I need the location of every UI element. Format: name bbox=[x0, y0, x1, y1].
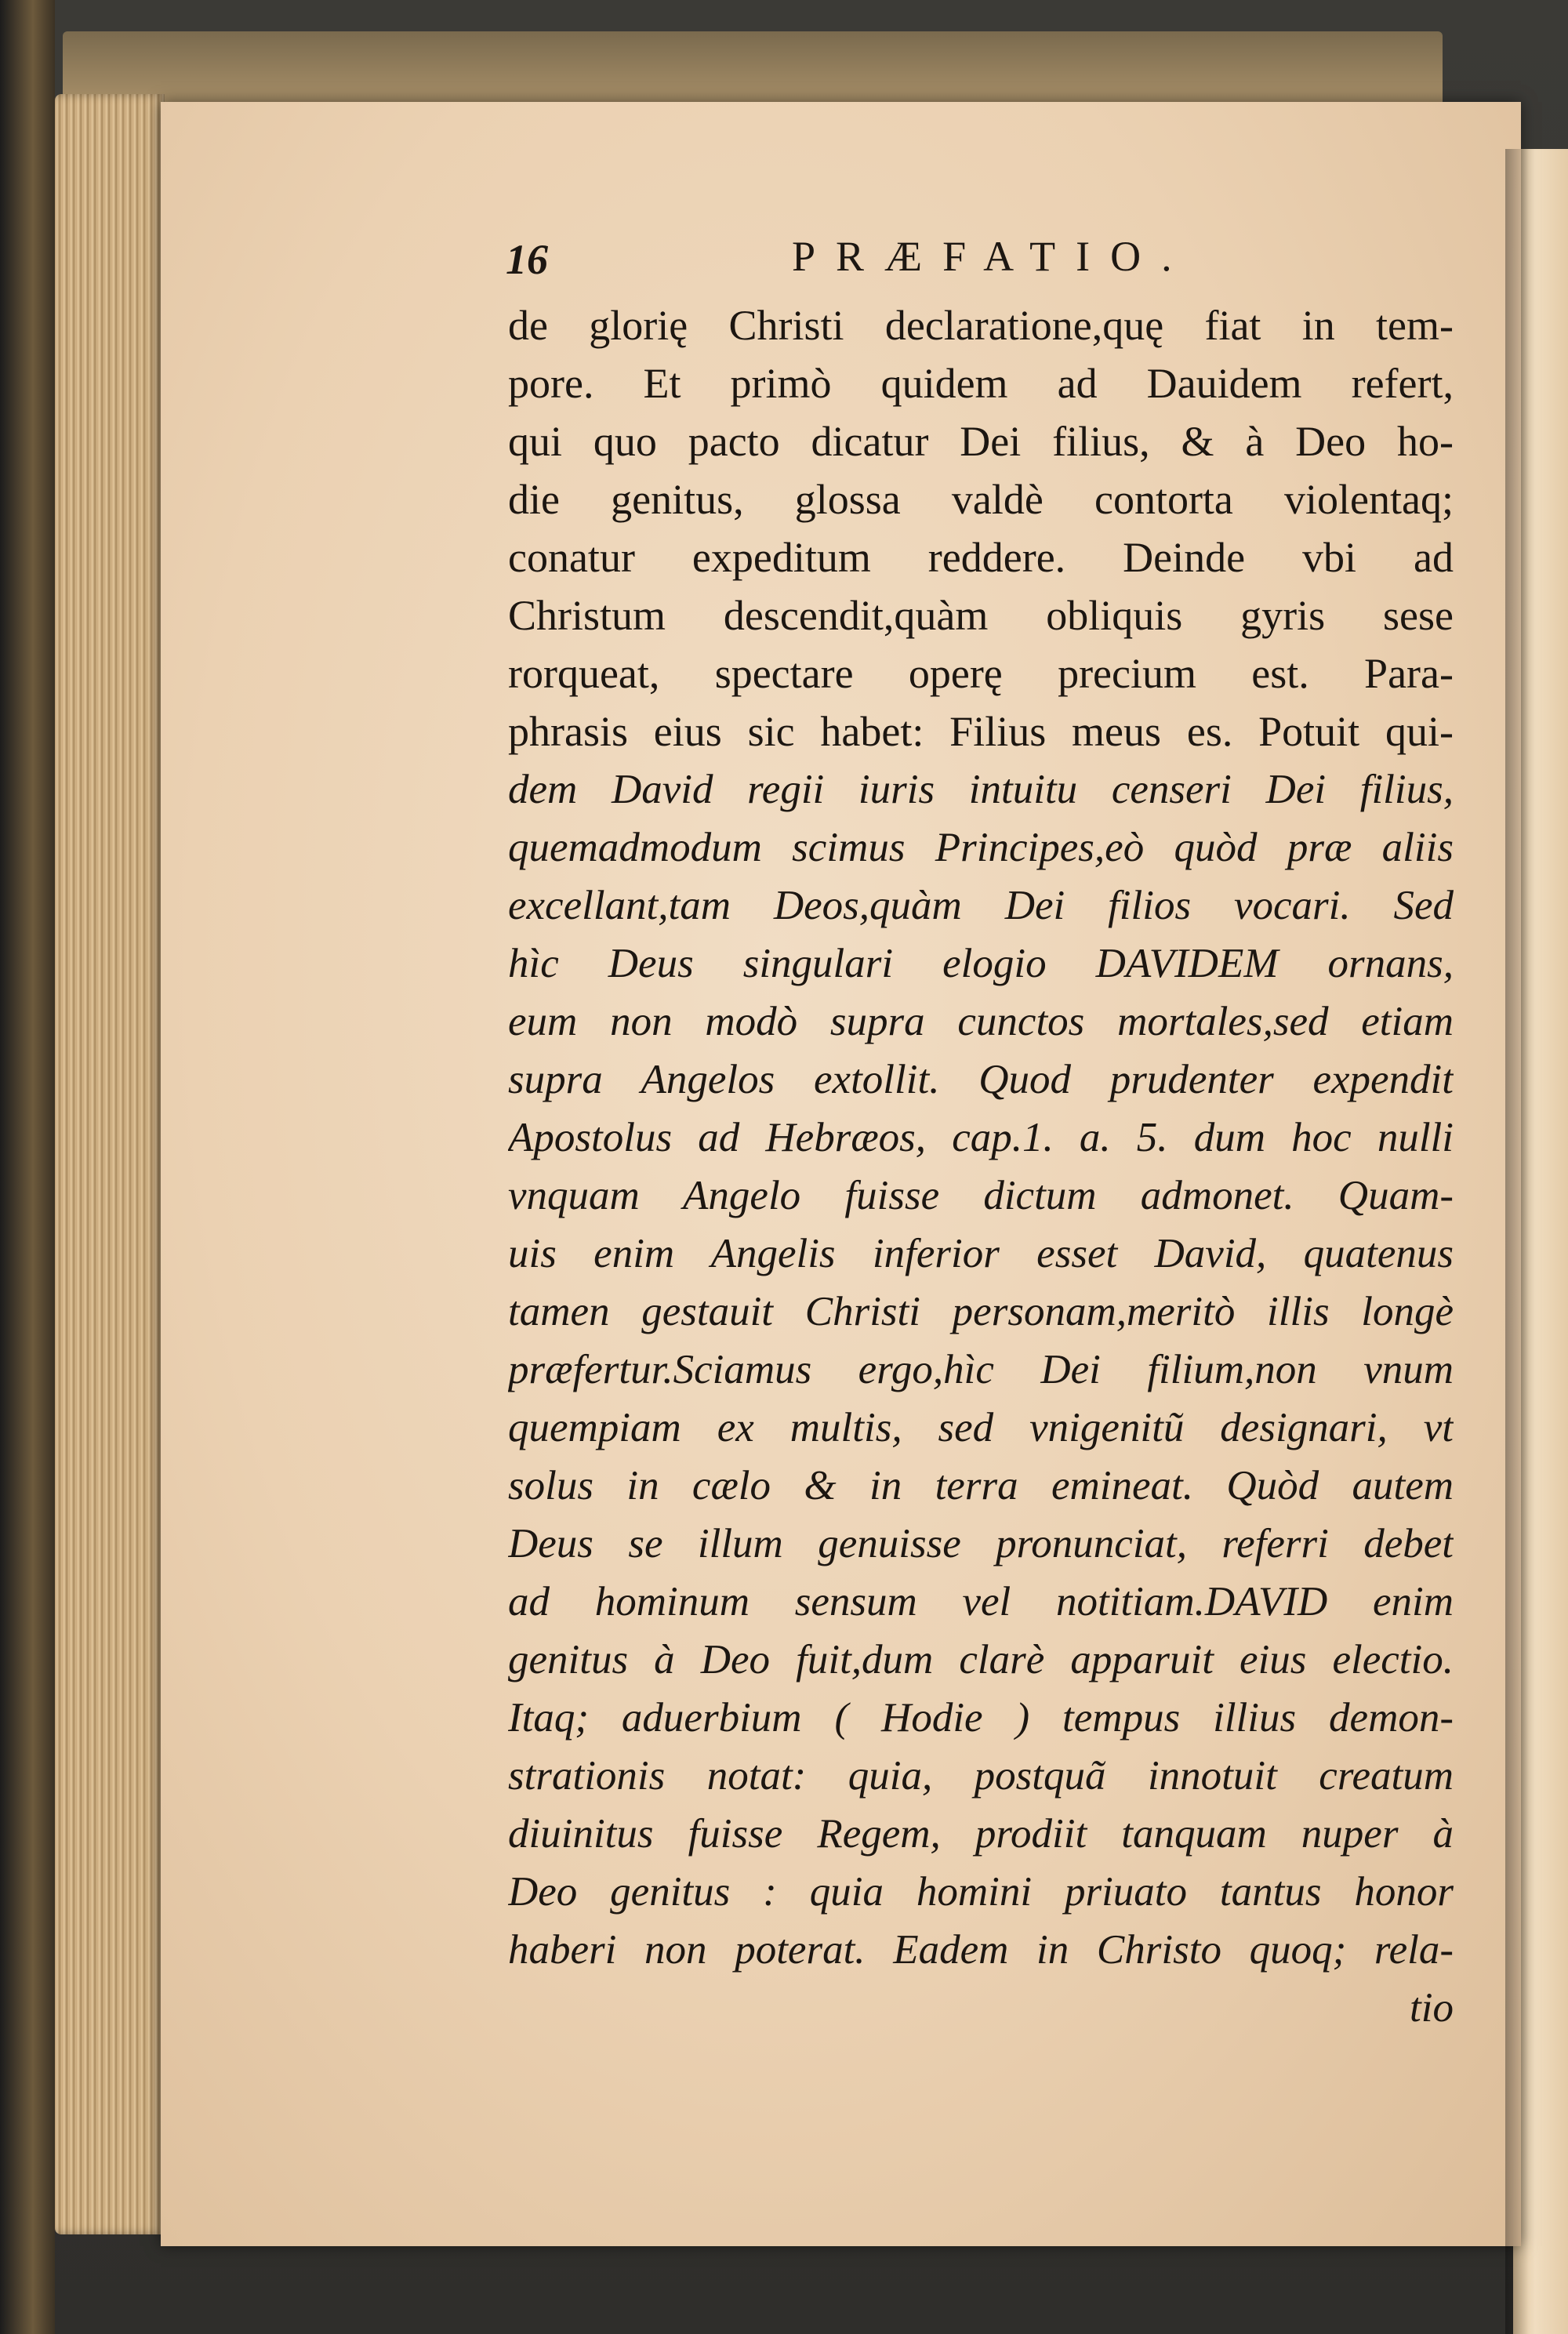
text-line: tamen gestauit Christi personam,meritò illis longè bbox=[508, 1289, 1454, 1334]
text-line: haberi non poterat. Eadem in Christo quoq; rela- bbox=[508, 1927, 1454, 1973]
book-cover-left bbox=[0, 0, 55, 2334]
text-line: Apostolus ad Hebræos, cap.1. a. 5. dum hoc nulli bbox=[508, 1115, 1454, 1160]
text-line: genitus à Deo fuit,dum clarè apparuit eius electio. bbox=[508, 1637, 1454, 1682]
text-line: supra Angelos extollit. Quod prudenter expendit bbox=[508, 1057, 1454, 1102]
text-line: phrasis eius sic habet: Filius meus es. Potuit qui- bbox=[508, 708, 1454, 755]
text-line: Itaq; aduerbium ( Hodie ) tempus illius demon- bbox=[508, 1695, 1454, 1741]
gutter-shadow bbox=[1505, 149, 1529, 2334]
text-line: strationis notat: quia, postquã innotuit creatum bbox=[508, 1753, 1454, 1799]
text-line: solus in cælo & in terra emineat. Quòd autem bbox=[508, 1463, 1454, 1508]
page-number: 16 bbox=[506, 236, 548, 283]
text-line: Christum descendit,quàm obliquis gyris sese bbox=[508, 592, 1454, 639]
text-line: præfertur.Sciamus ergo,hìc Dei filium,non vnum bbox=[508, 1347, 1454, 1392]
text-line: dem David regii iuris intuitu censeri Dei filius, bbox=[508, 767, 1454, 812]
text-line: ad hominum sensum vel notitiam.DAVID enim bbox=[508, 1579, 1454, 1624]
text-line: diuinitus fuisse Regem, prodiit tanquam nuper à bbox=[508, 1811, 1454, 1857]
text-line: de glorię Christi declaratione,quę fiat in tem- bbox=[508, 302, 1454, 349]
text-line: Deus se illum genuisse pronunciat, referri debet bbox=[508, 1521, 1454, 1566]
text-line: qui quo pacto dicatur Dei filius, & à Deo ho- bbox=[508, 418, 1454, 465]
text-line: excellant,tam Deos,quàm Dei filios vocari. Sed bbox=[508, 883, 1454, 928]
text-line: vnquam Angelo fuisse dictum admonet. Quam- bbox=[508, 1173, 1454, 1218]
text-line: eum non modò supra cunctos mortales,sed etiam bbox=[508, 999, 1454, 1044]
running-head: PRÆFATIO. bbox=[792, 233, 1192, 280]
text-line: conatur expeditum reddere. Deinde vbi ad bbox=[508, 534, 1454, 581]
text-line: rorqueat, spectare operę precium est. Para- bbox=[508, 650, 1454, 697]
text-line: die genitus, glossa valdè contorta violentaq; bbox=[508, 476, 1454, 523]
page-edges bbox=[55, 94, 165, 2234]
text-line: uis enim Angelis inferior esset David, quatenus bbox=[508, 1231, 1454, 1276]
text-line: quemadmodum scimus Principes,eò quòd præ aliis bbox=[508, 825, 1454, 870]
text-line: hìc Deus singulari elogio DAVIDEM ornans, bbox=[508, 941, 1454, 986]
text-line: quempiam ex multis, sed vnigenitũ designari, vt bbox=[508, 1405, 1454, 1450]
catchword: tio bbox=[1410, 1985, 1454, 2031]
text-line: Deo genitus : quia homini priuato tantus honor bbox=[508, 1869, 1454, 1915]
text-line: pore. Et primò quidem ad Dauidem refert, bbox=[508, 360, 1454, 407]
